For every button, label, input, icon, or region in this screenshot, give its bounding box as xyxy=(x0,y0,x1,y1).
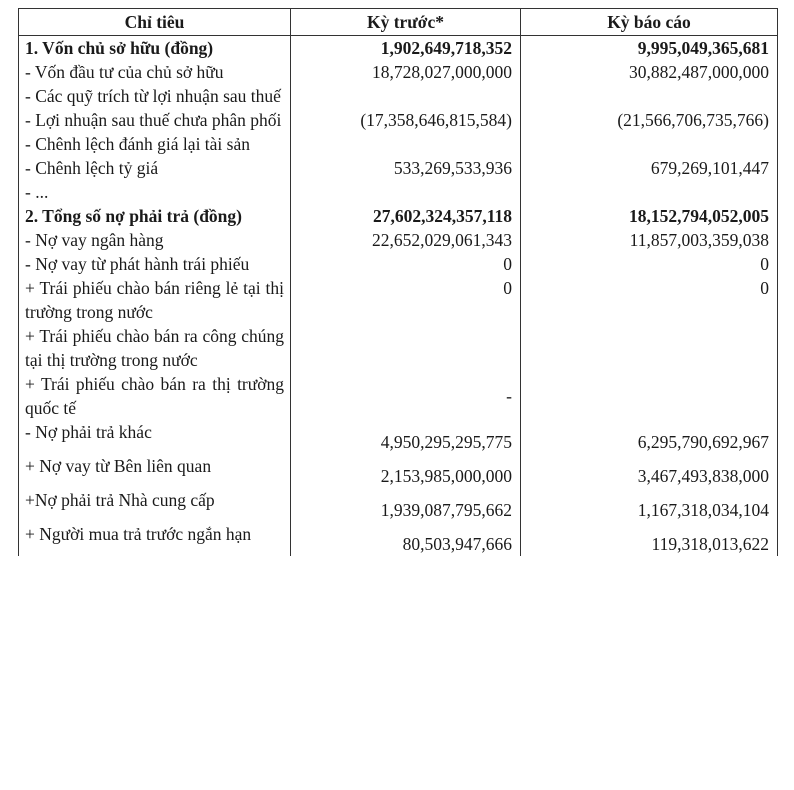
table-row xyxy=(19,522,778,556)
row-label: - Lợi nhuận sau thuế chưa phân phối xyxy=(19,108,291,132)
header-indicator: Chỉ tiêu xyxy=(19,9,291,36)
row-prev-value: 18,728,027,000,000 xyxy=(291,60,521,84)
row-curr-value: 11,857,003,359,038 xyxy=(521,228,778,252)
row-label: 2. Tổng số nợ phải trả (đồng) xyxy=(19,204,291,228)
row-label: - Nợ vay ngân hàng xyxy=(19,228,291,252)
table-row xyxy=(19,454,778,488)
row-curr-value: 679,269,101,447 xyxy=(521,156,778,180)
row-label: + Nợ vay từ Bên liên quan xyxy=(19,454,291,488)
row-label: - ... xyxy=(19,180,291,204)
row-curr-value xyxy=(521,324,778,372)
row-prev-value: 0 xyxy=(291,252,521,276)
header-reporting-period: Kỳ báo cáo xyxy=(521,9,778,36)
row-prev-value: 0 xyxy=(291,276,521,324)
table-header-row xyxy=(19,9,778,36)
table-row xyxy=(19,180,778,204)
row-label: - Nợ vay từ phát hành trái phiếu xyxy=(19,252,291,276)
row-curr-value: 3,467,493,838,000 xyxy=(521,454,778,488)
row-curr-value xyxy=(521,84,778,108)
row-curr-value: 6,295,790,692,967 xyxy=(521,420,778,454)
equity-liabilities-table xyxy=(18,8,778,556)
row-curr-value: (21,566,706,735,766) xyxy=(521,108,778,132)
row-prev-value: (17,358,646,815,584) xyxy=(291,108,521,132)
row-curr-value xyxy=(521,180,778,204)
row-prev-value: 1,939,087,795,662 xyxy=(291,488,521,522)
row-prev-value: 533,269,533,936 xyxy=(291,156,521,180)
header-previous-period: Kỳ trước* xyxy=(291,9,521,36)
table-row xyxy=(19,108,778,132)
row-curr-value: 0 xyxy=(521,276,778,324)
row-label: - Vốn đầu tư của chủ sở hữu xyxy=(19,60,291,84)
row-prev-value xyxy=(291,180,521,204)
table-row xyxy=(19,132,778,156)
row-prev-value: 22,652,029,061,343 xyxy=(291,228,521,252)
row-prev-value: 27,602,324,357,118 xyxy=(291,204,521,228)
table-row xyxy=(19,204,778,228)
row-prev-value xyxy=(291,84,521,108)
row-prev-value xyxy=(291,132,521,156)
table-row xyxy=(19,420,778,454)
table-row xyxy=(19,60,778,84)
row-label: - Chênh lệch đánh giá lại tài sản xyxy=(19,132,291,156)
row-prev-value: 1,902,649,718,352 xyxy=(291,36,521,61)
row-prev-value: - xyxy=(291,372,521,420)
row-prev-value xyxy=(291,324,521,372)
row-label: - Chênh lệch tỷ giá xyxy=(19,156,291,180)
table-row xyxy=(19,252,778,276)
table-row xyxy=(19,372,778,420)
row-curr-value: 0 xyxy=(521,252,778,276)
row-label: + Người mua trả trước ngắn hạn xyxy=(19,522,291,556)
table-row xyxy=(19,156,778,180)
table-row xyxy=(19,84,778,108)
row-curr-value: 30,882,487,000,000 xyxy=(521,60,778,84)
table-row xyxy=(19,36,778,61)
row-prev-value: 80,503,947,666 xyxy=(291,522,521,556)
row-prev-value: 2,153,985,000,000 xyxy=(291,454,521,488)
row-curr-value xyxy=(521,372,778,420)
row-curr-value: 9,995,049,365,681 xyxy=(521,36,778,61)
row-curr-value: 18,152,794,052,005 xyxy=(521,204,778,228)
row-curr-value: 119,318,013,622 xyxy=(521,522,778,556)
row-label: +Nợ phải trả Nhà cung cấp xyxy=(19,488,291,522)
row-label: - Nợ phải trả khác xyxy=(19,420,291,454)
row-label: - Các quỹ trích từ lợi nhuận sau thuế xyxy=(19,84,291,108)
table-row xyxy=(19,324,778,372)
table-row xyxy=(19,228,778,252)
row-label: + Trái phiếu chào bán ra công chúng tại thị trường trong nước xyxy=(19,324,291,372)
row-prev-value: 4,950,295,295,775 xyxy=(291,420,521,454)
row-label: 1. Vốn chủ sở hữu (đồng) xyxy=(19,36,291,61)
row-curr-value xyxy=(521,132,778,156)
table-row xyxy=(19,488,778,522)
table-row xyxy=(19,276,778,324)
row-label: + Trái phiếu chào bán ra thị trường quốc tế xyxy=(19,372,291,420)
row-curr-value: 1,167,318,034,104 xyxy=(521,488,778,522)
row-label: + Trái phiếu chào bán riêng lẻ tại thị trường trong nước xyxy=(19,276,291,324)
